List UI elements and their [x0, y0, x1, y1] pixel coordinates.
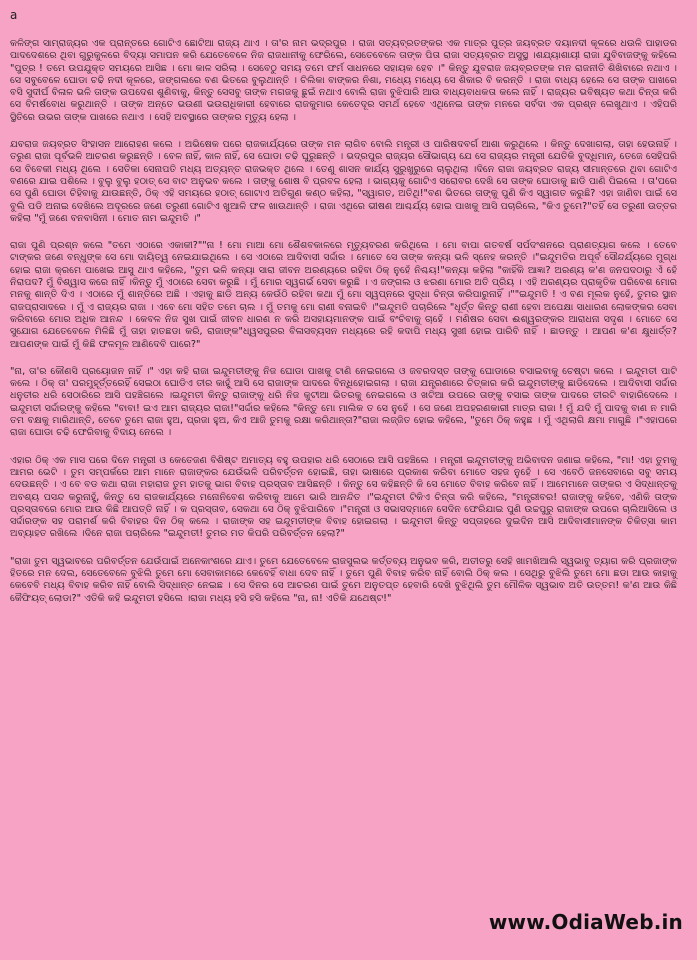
site-watermark: www.OdiaWeb.in	[488, 910, 683, 934]
page-marker: a	[10, 8, 18, 22]
story-paragraph-6: "ରାଜା ତୁମ ସ୍ୱଭାବରେ ପରିବର୍ତ୍ତନ ଯେଉଁପାଇଁ ଅନେକାଂଶରେ ଯାଏ। ତୁମେ ଯେତେବେଳେ ରାଜସୁଲଭ କର୍ତ୍ତବ୍ୟ ଅନୁଭବ କରି, ଅତୀତରୁ ସେହି ଖାମଖିଆଲି ସ୍ୱଭାବୁ ତ୍ୟାଗ କରି ପ୍ରଜାଙ୍କ ହିତରେ ମନ ଦେଲ, ସେତେବେଳେ ବୁଝିଲି ତୁମେ ମୋ ସେବାକାମରେ କେବେହିଁ ବାଧା ଦେବ ନାହିଁ । ତୁମେ ପୁଣି ବିବାହ କରିବ ନାହିଁ ବୋଲି ଠିକ୍ କଲ । ସେଥିରୁ ବୁଝିଲି ତୁମେ ମୋ ଛଡା ଆଉ କାହାକୁ କେବେବି ମଧ୍ୟ ବିବାହ କରିବ ନାହିଁ ବୋଲି ସିଦ୍ଧାନ୍ତ ନେଇଛ । ସେ ଦିନର ସେ ଆଚରଣ ପାଇଁ ତୁମେ ଅନୁତପ୍ତ ହେବାରି ଦେଖି ବୁଝିଥିଲି ତୁମ ମୌଳିକ ସ୍ୱଭାବ ଅତି ଉତ୍ତମ! କ'ଣ ଆଉ କିଛି କୈଫିୟତ୍ ଲୋଡା?" ଏତିକି କହି ଇନ୍ଦୁମତୀ ହସିଲେ ।ରାଜା ମଧ୍ୟ ହସି ହସି କହିଲେ "ନା, ନା! ଏତିକି ଯଥେଷ୍ଟ!"	[10, 555, 677, 604]
story-paragraph-2: ଯବରାଜ ଜୟବ୍ରତ ସିଂହାସନ ଆରୋହଣ କଲେ । ଅଭିଷେକ ପରେ ରାଜକାର୍ଯ୍ୟରେ ତାଙ୍କ ମନ ଲାଗିବ ବୋଲି ମନ୍ତ୍ରୀ ଓ ପାରିଷଦବର୍ଗ ଆଶା କରୁଥିଲେ । କିନ୍ତୁ ଦେଖାଗଲା, ତାହା ହେଉନାହିଁ । ତରୁଣ ରାଜା ପୂର୍ବଭଳି ଆଚରଣ କରୁଛନ୍ତି । ବେଳ ନାହିଁ, କାଳ ନାହିଁ, ସେ ଘୋଡା ଚଢି ଘୁରୁଛନ୍ତି । ଭଦ୍ରପୁର ରାଜ୍ୟର ସୌଭାଗ୍ୟ ଯେ ସେ ରାଜ୍ୟର ମନ୍ତ୍ରୀ ଯେତିକି ବୁଦ୍ଧିମାନ୍, ତେଜେ ସେହିପରି ସେ ବିବେକୀ ମଧ୍ୟ ଥିଲେ । ସେତିକା ସେନାପତି ମଧ୍ୟ ଅତ୍ୟନ୍ତ ରାଜଭକ୍ତ ଥିଲେ । ତେଣୁ ଶାସନ କାର୍ଯ୍ୟ ସୁରୁଖୁରୁରେ ଚାଲୁଥିଲା ।ଦିନେ ରାଜା ଜୟବ୍ରତ ରାଜ୍ୟ ସୀମାନ୍ତରେ ଥିବା ଗୋଟିଏ ବଣରେ ଯାଇ ପଶିଲେ । ବୁଲୁ ବୁଲୁ ହଠାତ୍ ସେ ବାଟ ଅନୁଭବ କଲେ । ତାଙ୍କୁ ଶୋଷ ବି ପ୍ରବଳ ହେଲା । ଭାଗ୍ୟକୁ ଗୋଟିଏ ସରୋବର ଦେଖି ସେ ତାଙ୍କ ଘୋଡାକୁ ଛାଡି ପାଣି ପିଇଲେ । ତା'ପରେ ସେ ପୁଣି ଘୋଡା ଚିହିବାକୁ ଯାଉଛନ୍ତି, ଠିକ୍ ଏହି ସମୟରେ ହଠାତ୍ ଗୋଟାଏ ଅତିଗୁଣ କଣ୍ଠ କହିଲା, "ସ୍ୱାଗତ, ଅତିଥି!"ବଣ ଭିତରେ ତାଙ୍କୁ ପୁଣି କିଏ ସ୍ୱାଗତ କରୁଛି? ଏହା ଜାଣିବା ପାଇଁ ସେ ବୁଲି ପଡି ଅନାଇ ଦେଖିଲେ ଅଦୂରରେ ଜଣେ ତରୁଣୀ ଗୋଟିଏ ଖୁଆଳି ଫଳ ଖାଉଥାନ୍ତି । ରାଜା ଏଥିରେ ଭୀଷଣ ଆଶ୍ଚର୍ଯ୍ୟ ହୋଇ ପାଖକୁ ଆସି ପଚାରିଲେ, "କିଏ ତୁମେ?"ତହିଁ ସେ ତରୁଣୀ ଉତ୍ତର କହିଲା "ମୁଁ ଜଣେ ବନବାସିନୀ । ମୋତ ନାମ ଇନ୍ଦୁମତି ।"	[10, 139, 677, 224]
story-paragraph-3: ରାଜା ପୁଣି ପ୍ରଶ୍ନ କଲେ "ତମେ ଏଠାରେ ଏକାକୀ?""ନା ! ମୋ ମାଆ ମୋ ଶୈଶବକାଳରେ ମୃତ୍ୟୁବରଣ କରିଥିଲେ । ମୋ ବାପା ଗତବର୍ଷ ସର୍ପଦଂଶନରେ ପ୍ରାଣତ୍ୟାଗ କଲେ । ତେବେ ଟାଙ୍କର ଜଣେ ବନ୍ଧୁଙ୍କ ସେ ମୋ ଦାୟିତ୍ୱ ନେଇଯାଇଥିଲେ । ସେ ଏଠାରେ ଆଦିବାସୀ ସର୍ଦ୍ଦାର । ମୋତେ ସେ ତାଙ୍କ କନ୍ୟା ଭଳି ସ୍ନେହ କରନ୍ତି ।"ଇନ୍ଦୁମତିର ଅପୂର୍ବ ସୌନ୍ଦର୍ଯ୍ୟରେ ମୁଗ୍ଧ ହୋଇ ରାଜା କ୍ରମେ ପାଖେଇ ଆସୁ ଥାଏ କହିଲେ, "ତୁମ ଭଳି କନ୍ୟା ସାରା ଜୀବନ ଅରଣ୍ୟରେ ରହିବା ଠିକ୍ ନୁହେଁ ନିଶ୍ଚୟ!"କନ୍ୟା କହିଲା "କାହିଁକି ଆଜ୍ଞା? ଅରଣ୍ୟ କ'ଣ ଜନପଦଠାରୁ ଏଁ ହେଁ ନିରାପଦ? ମୁଁ ବିଶ୍ୱାସ କରେ ନାହିଁ ।କିନ୍ତୁ ମୁଁ ଏଠାରେ ସେବା କରୁଛି । ମୁଁ ମୋର ସ୍ୱଗର୍ଭ ସେବା କରୁଛି । ଏ ଜଙ୍ଗଲ ଓ ଝରଣା ମୋର ଅତି ପ୍ରିୟ । ଏହି ଅରଣ୍ୟର ପ୍ରାକୃତିକ ପରିବେଶ ମୋର ମନକୁ ଶାନ୍ତି ଦିଏ । ଏଠାରେ ମୁଁ ଶାନ୍ତିରେ ଅଛି । ଏହାକୁ ଛାଡି ଅନ୍ୟ କେଉଁଠି ରହିବା କଥା ମୁଁ ମୋ ସ୍ୱପ୍ନରେ ସୁଦ୍ଧା ଚିନ୍ତା କରିପାରୁନାହିଁ ।""ଇନ୍ଦୁମତି ! ଏ ବଣ ମୂଲକ ନୁହେଁ, ତୁମର ସ୍ଥାନ ରାଜପ୍ରାସାଦରେ । ମୁଁ ଏ ରାଜ୍ୟର ରାଜା । ଏବେ ମୋ ସହିତ ତମେ ଚାଲ । ମୁଁ ତମକୁ ମୋ ରାଣୀ ବନାଇବି ।"ଇନ୍ଦୁମତି ପଚାରିଲେ "ଧୂର୍ତ୍ତ କିନ୍ତୁ ରାଣୀ ହେବା ଅପେକ୍ଷା ସାଧାରଣ ଲୋକଙ୍କର ସେବା କରିବାରେ ମୋର ଅଧିକ ଆନନ୍ଦ । କେବଳ ନିଜ ସୁଖ ପାଇଁ ଜୀବନ ଧାରଣ ନ କରି ଅସହାୟମାନଙ୍କ ପାଇଁ ବଂଚିବାକୁ ଚାହେଁ । ମଣିଷର ସେବା ଈଶ୍ୱରଙ୍କର ଆରାଧନା ସଦୃଶ । ମୋତେ ସେ ସୁଯୋଗ ଯେତେବେଳେ ମିଳିଛି ମୁଁ ତାହା ହାତଛଡା କରି, ରାଜାଙ୍କ"ଧ୍ୱସପୁରର ବିଳାସବ୍ୟସନ ମଧ୍ୟରେ ରହି କଦାପି ମଧ୍ୟ ସୁଖୀ ହୋଇ ପାରିବି ନାହିଁ । ଛାଡନ୍ତୁ । ଆପଣ କ'ଣ କ୍ଷୁଧାର୍ତ୍ତ? ଆପଣଙ୍କ ପାଇଁ ମୁଁ କିଛି ଫଳମୂଳ ଆଣିଦେବି ପାରେ?"	[10, 240, 677, 350]
story-paragraph-4: "ନା, ତା'ର କୌଣସି ପ୍ରୟୋଜନ ନାହିଁ ।" ଏହା କହି ରାଜା ଇନ୍ଦୁମତୀଙ୍କୁ ନିଜ ଘୋଡା ପାଖକୁ ଟାଣି ନେଇଗଲେ ଓ ଜବରଦସ୍ତ ତାଙ୍କୁ ଘୋଡାରେ ବସାଇବାକୁ ଚେଷ୍ଟା କଲେ । ଇନ୍ଦୁମତୀ ପାଟି କଲେ । ଠିକ୍ ତା' ପରମୁହୂର୍ତ୍ତରେହିଁ ସେଇଠା ଘୋଡିଏ ତୀର କାହୁଁ ଆସି ସେ ରାଜାଙ୍କ ପାଦରେ ବିନ୍ଧିହୋଇଗଲା । ରାଜା ଯନ୍ତ୍ରଣାରେ ଚିତ୍କାର କରି ଇନ୍ଦୁମତୀଙ୍କୁ ଛାଡିଦେଲେ । ଆଦିବାସୀ ସର୍ଦ୍ଦାର ଧନୁତୀର ଧରି ସେଠାରିରେ ଆସି ପହଞ୍ଚିଗଲେ ।ଇନ୍ଦୁମତୀ କିନ୍ତୁ ରାଜାଙ୍କୁ ଧରି ନିଜ କୁଟୀଆ ଭିତରକୁ ନେଇଗଲେ ଓ ଖଟିଆ ଉପରେ ତାଙ୍କୁ ବସାଇ ତାଙ୍କ ପାଦରେ ତୀରଟି ବାହାରିଦେଲେ ।ଇନ୍ଦୁମତୀ ସର୍ଦ୍ଦାରଙ୍କୁ କହିଲେ "ବାବା! ଇଏ ଆମ ରାଜ୍ୟର ରାଜା!"ସର୍ଦ୍ଦାର କହିଲେ "କିନ୍ତୁ ମୋ ମାଲିକ ତ ସେ ନୁହେଁ । ସେ ଜଣେ ଅପହରଣକାରୀ ମାତ୍ର ରାଜା ! ମୁଁ ଯଦି ମୁଁ ପାଦକୁ ବାଣ ନ ମାରି ତମ ବକ୍ଷକୁ ମାରିଥାନ୍ତି, ତେବେ ତୁମେ ରାଜା ହୁଅ, ପ୍ରଜା ହୁଅ, କିଏ ଆଜି ତୁମକୁ ରକ୍ଷା କରିଥାନ୍ତା?"ରାଜା ଲଜ୍ଜିତ ହୋଇ କହିଲେ, "ତୁମେ ଠିକ୍ କହୁଛ । ମୁଁ ଏଥିଲାଗି କ୍ଷମା ମାଗୁଛି ।"ଏହାପରେ ରାଜା ଘୋଡା ଚଢି ଫେରିବାକୁ ବିଦାୟ ନେଲେ ।	[10, 365, 677, 439]
story-paragraph-5: ଏହାର ଠିକ୍ ଏକ ମାସ ପରେ ଦିନେ ମନ୍ତ୍ରୀ ଓ କେତେଜଣ ବିଶିଷ୍ଟ ଅମାତ୍ୟ ବହୁ ଉପହାର ଧରି ସେଠାରେ ଆସି ପହଞ୍ଚିଲେ । ମନ୍ତ୍ରୀ ଇନ୍ଦୁମତୀଙ୍କୁ ଅଭିବାଦନ ଜଣାଇ କହିଲେ, "ମା! ଏହା ତୁମକୁ ଆମର ଭେଟି । ତୁମ ସମ୍ପର୍କରେ ଆମ ମାନେ ରାଜାଙ୍କର ଯେଉଁଭଳି ପରିବର୍ତ୍ତନ ହୋଇଛି, ତାହା ଭାଷାରେ ପ୍ରକାଶ କରିବା ମୋତେ ସହଜ ନୁହେଁ । ସେ ଏବେଠି ଜନସେବାରେ ସବୁ ସମୟ ଦେଉଛନ୍ତି । ଏ ବେ ବଡ କଥା ରାଜା ମହାରାଜ ତୁମ ହାତକୁ ଭାଗ ବିବାହ ପ୍ରସ୍ତାବ ଆସିଛନ୍ତି । କିନ୍ତୁ ସେ କହିଛନ୍ତି କି ସେ ମୋତେ ବିବାହ କରିବେ ନାହିଁ । ଆମେମାନେ ତାଙ୍କର ଏ ସିଦ୍ଧାନ୍ତକୁ ଅବଶ୍ୟ ପସନ୍ଦ କରୁନାହୁଁ, କିନ୍ତୁ ସେ ରାଜକାର୍ଯ୍ୟରେ ମନୋନିବେଶ କରିବାକୁ ଆମେ ଭାରି ଆନନ୍ଦିତ ।"ଇନ୍ଦୁମତୀ ଟିକିଏ ଚିନ୍ତା କରି କହିଲେ, "ମନ୍ତ୍ରୀବର! ରାଜାଙ୍କୁ କହିବେ, ଏଣିକି ତାଙ୍କ ପ୍ରସ୍ତାବରେ ମୋର ଆଉ କିଛି ଆପତ୍ତି ନାହିଁ । କ ପ୍ରସ୍ତାବ, ସେକଥା ସେ ଠିକ୍ ବୁଝିପାରିବେ ।"ମନ୍ତ୍ରୀ ଓ ସଭାସଦ୍‌ମାନେ ସେଦିନ ଫେରିଯାଇ ପୁଣି ଉଚ୍ଚପୁରୁ ରାଜାଙ୍କ ଉପରେ ଚାଲିଆସିଲେ ଓ ସର୍ଦ୍ଦାରଙ୍କ ସହ ପରାମର୍ଶ କରି ବିବାହର ଦିନ ଠିକ୍ କଲେ । ରାଜାଙ୍କ ସହ ଇନ୍ଦୁମତୀଙ୍କ ବିବାହ ହୋଇଗଲା । ଇନ୍ଦୁମତୀ କିନ୍ତୁ ସପ୍ତାହରେ ଦୁଇଦିନ ଆସି ଆଦିବାସୀମାନଙ୍କ ଚିକିତ୍ସା କାମ ଅବ୍ୟାହତ ରଖିଲେ ।ଦିନେ ରାଜା ପଚାରିଲେ "ଇନ୍ଦୁମତୀ! ତୁମର ମତ କିପରି ପରିବର୍ତ୍ତନ ହେଲା?"	[10, 454, 677, 540]
story-paragraph-1: କଳିଙ୍ଗ ସାମ୍ରାଜ୍ୟର ଏକ ପ୍ରାନ୍ତରେ ଗୋଟିଏ ଛୋଟିଆ ରାଜ୍ୟ ଥାଏ । ତା'ର ନାମ ଭଦ୍ରପୁର । ରାଜା ସତ୍ୟବ୍ରତଙ୍କର ଏକ ମାତ୍ର ପୁତ୍ର ଜୟବ୍ରତ ଦୟାନଦୀ କୂଳରେ ଧଉଳି ପାହାଡର ପାଦଦେଶରେ ଥିବା ଗୁରୁକୁଳରେ ବିଦ୍ୟା ସମାପନ କରି ଯେତେବେଳେ ନିଜ ରାଜଧାନୀକୁ ଫେରିଲେ, ସେତେବେଳେ ତାଙ୍କ ପିତା ରାଜା ସତ୍ୟବ୍ରତ ଅସୁସ୍ଥ ।ଶଯ୍ୟାଶାୟୀ ରାଜା ଯୁବିବାଜଙ୍କୁ କହିଲେ "ପୁତ୍ର ! ତମେ ଉପଯୁକ୍ତ ସମୟରେ ଆସିଛ । ମୋ କାଳ ସରିଲା । ସେବେଠୁ ସମୟ ତମେ ଫର୍ମ ସାଧନରେ ସହାୟକ ହେବ ।" କିନ୍ତୁ ଯୁବରାଜ ଜୟବ୍ରତଙ୍କ ମନ ରାଜନୀତି ଶିଖିବାରେ ନଥାଏ । ସେ ସବୁବେଳେ ଘୋଡା ଚଢି ନଦୀ କୂଳରେ, ଜଙ୍ଗଲରେ ବଣ ଭିତରେ ବୁଲୁଥାନ୍ତି । ଚିଲିକା ବାଙ୍କର ନିଶା, ମଧ୍ୟେ ମଧ୍ୟେ ସେ ଶିକାର ବି କରନ୍ତି । ରାଜା ବାଧ୍ୟ ହେଲେ ସେ ତାଙ୍କ ପାଖରେ ବସି ସୁଦୀର୍ଘ ବିଳାଳ ଭଳି ତାଙ୍କ ଉପଦେଶ ଶୁଣିବାକୁ, କିନ୍ତୁ ସେସବୁ ତାଙ୍କ ମଗଜକୁ ଛୁଇଁ ନଥାଏ ବୋଲି ରାଜା ବୁଝିପାରି ଆଉ ବାଧ୍ୟବାଧକତା କଲେ ନାହିଁ । ରାଜ୍ୟର ଭବିଷ୍ୟତ କଥା ଚିନ୍ତା କରି ସେ ବିମର୍ଷବୋଧ କରୁଥାନ୍ତି । ତାଙ୍କ ଅନ୍ତେ ଭଉଣୀ ଭଉରାଧିକାରୀ ହେବାରେ ରାଜକୁମାର କେତେଦୂର ସମର୍ଥ ହେବେ ଏଥିନେଇ ତାଙ୍କ ମନରେ ସର୍ବଦା ଏକ ପ୍ରଶ୍ନ ଲେଖୁଥାଏ । ଏହିପରି ସ୍ଥିତିରେ ଉଭର ତାଙ୍କ ପାଖରେ ନଥାଏ । ସେହି ଅବସ୍ଥାରେ ତାଙ୍କର ମୃତ୍ୟୁ ହେଲା ।	[10, 38, 677, 123]
